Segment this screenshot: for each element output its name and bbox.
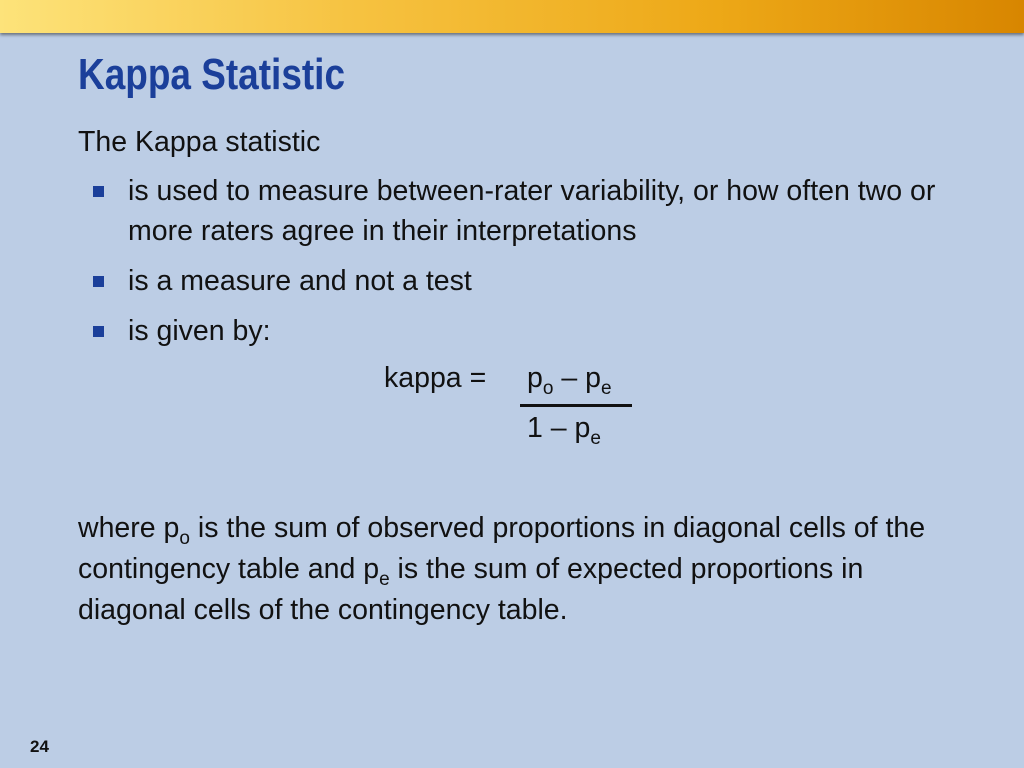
formula-lhs: kappa = <box>384 362 487 394</box>
den-sub-e: e <box>590 428 601 449</box>
slide-title: Kappa Statistic <box>78 50 346 99</box>
bullet-text: is used to measure between-rater variability, or how often two or more raters agree in their interpretations <box>128 175 936 247</box>
bullet-square-icon <box>93 186 104 197</box>
top-accent-bar <box>0 0 1024 33</box>
definition-paragraph <box>78 508 958 631</box>
num-p-observed: p <box>527 362 543 394</box>
where-sub-o: o <box>179 528 190 549</box>
num-sub-o: o <box>542 378 554 399</box>
formula-denominator <box>527 412 601 449</box>
bullet-item <box>78 261 958 301</box>
den-prefix: 1 – <box>527 412 575 444</box>
where-text-2: is the sum of observed proportions in diagonal cells of the contingency table and p <box>78 512 926 585</box>
bullet-square-icon <box>93 326 104 337</box>
where-text-3: is the sum of expected proportions in diagonal cells of the contingency table. <box>78 553 864 626</box>
num-sub-e: e <box>600 378 612 399</box>
bullet-text: is a measure and not a test <box>128 265 472 297</box>
den-p: p <box>574 412 591 444</box>
bullet-text: is given by: <box>128 315 271 347</box>
bullet-list <box>78 171 958 361</box>
num-minus: – <box>553 362 586 394</box>
slide-number: 24 <box>30 737 49 756</box>
bullet-item <box>78 311 958 351</box>
fraction-line <box>520 404 632 407</box>
where-sub-e: e <box>379 569 390 590</box>
intro-text: The Kappa statistic <box>78 126 321 158</box>
bullet-square-icon <box>93 276 104 287</box>
formula-numerator <box>527 362 612 399</box>
num-p-expected: p <box>585 362 601 394</box>
where-text-1: where p <box>78 512 180 544</box>
bullet-item <box>78 171 958 251</box>
